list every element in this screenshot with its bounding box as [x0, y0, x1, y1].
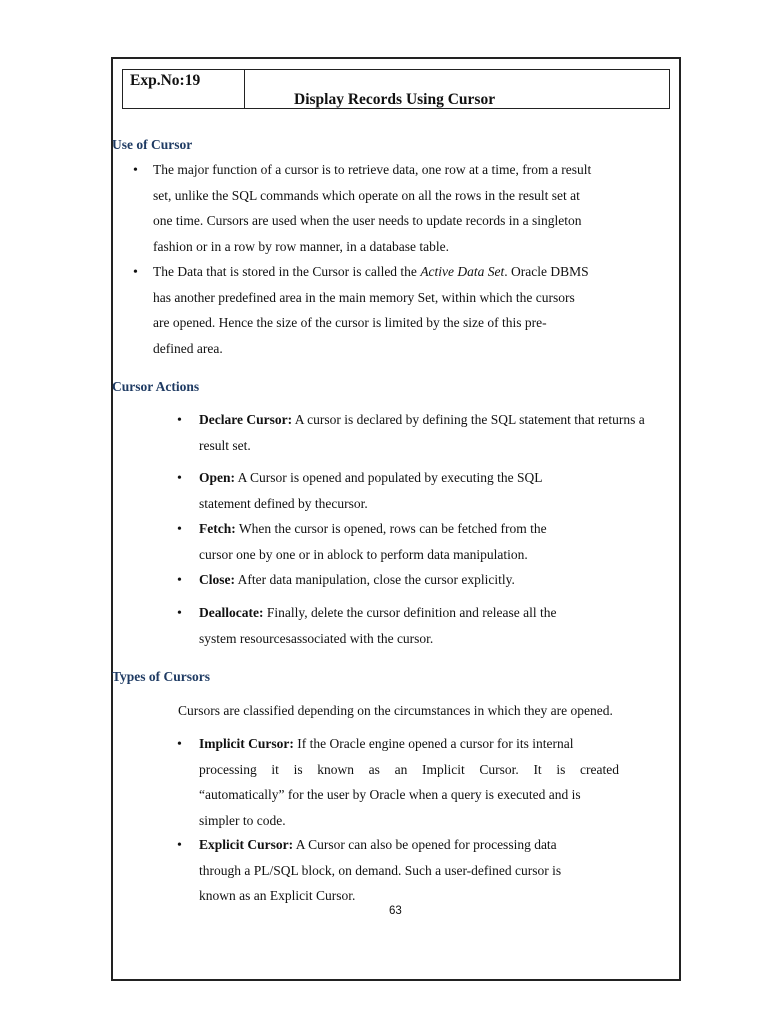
- text-line: defined area.: [153, 340, 223, 356]
- bullet-dot: •: [177, 838, 182, 853]
- action-item-close: [199, 567, 619, 593]
- bullet-dot: •: [133, 265, 138, 280]
- experiment-title: Display Records Using Cursor: [294, 91, 496, 108]
- text-line: “automatically” for the user by Oracle when a query is executed and is: [199, 787, 581, 802]
- text-line: Implicit Cursor: If the Oracle engine opened a cursor for its internal: [199, 736, 574, 751]
- term: Fetch:: [199, 521, 236, 536]
- text-line: Open: A Cursor is opened and populated by executing the SQL: [199, 470, 543, 485]
- text-line: one time. Cursors are used when the user needs to update records in a singleton: [153, 213, 582, 228]
- bullet-dot: •: [177, 522, 182, 537]
- type-item-explicit: [199, 832, 619, 909]
- experiment-number: Exp.No:19: [123, 70, 245, 108]
- emphasis-text: Active Data Set: [420, 264, 505, 279]
- bullet-dot: •: [177, 573, 182, 588]
- text-line: statement defined by thecursor.: [199, 495, 368, 511]
- text-line: Explicit Cursor: A Cursor can also be opened for processing data: [199, 837, 557, 852]
- text-line: system resourcesassociated with the cursor.: [199, 630, 434, 646]
- page-number: 63: [389, 905, 402, 917]
- bullet-dot: •: [133, 163, 138, 178]
- types-intro: Cursors are classified depending on the circumstances in which they are opened.: [178, 703, 613, 718]
- term: Close:: [199, 572, 235, 587]
- text-line: through a PL/SQL block, on demand. Such a user-defined cursor is: [199, 862, 562, 878]
- bullet-dot: •: [177, 606, 182, 621]
- text-line: The major function of a cursor is to retrieve data, one row at a time, from a result: [153, 162, 592, 177]
- text-line: simpler to code.: [199, 812, 286, 828]
- text-line: The Data that is stored in the Cursor is called the Active Data Set. Oracle DBMS: [153, 264, 589, 279]
- text-line: fashion or in a row by row manner, in a database table.: [153, 238, 449, 254]
- text-line: Deallocate: Finally, delete the cursor definition and release all the: [199, 605, 557, 620]
- bullet-dot: •: [177, 413, 182, 428]
- text-line: cursor one by one or in ablock to perform data manipulation.: [199, 546, 528, 562]
- text-line: set, unlike the SQL commands which operate on all the rows in the result set at: [153, 187, 580, 203]
- text-line: Close: After data manipulation, close the cursor explicitly.: [199, 572, 515, 587]
- action-item-open: [199, 465, 619, 516]
- term: Explicit Cursor:: [199, 837, 294, 852]
- experiment-header: [122, 69, 670, 109]
- type-item-implicit: [199, 731, 619, 833]
- text-line: has another predefined area in the main memory Set, within which the cursors: [153, 289, 575, 305]
- action-item-declare: [199, 407, 689, 458]
- section-heading-cursor-actions: Cursor Actions: [112, 379, 200, 394]
- action-item-fetch: [199, 516, 619, 567]
- bullet-paragraph-function: [153, 157, 619, 259]
- bullet-paragraph-active-data-set: [153, 259, 619, 361]
- bullet-dot: •: [177, 471, 182, 486]
- text-line: Fetch: When the cursor is opened, rows can be fetched from the: [199, 521, 547, 536]
- action-item-deallocate: [199, 600, 619, 651]
- text-line: are opened. Hence the size of the cursor is limited by the size of this pre-: [153, 315, 547, 330]
- text-line: Declare Cursor: A cursor is declared by defining the SQL statement that returns a: [199, 412, 645, 427]
- term: Implicit Cursor:: [199, 736, 294, 751]
- section-heading-types-of-cursors: Types of Cursors: [112, 669, 211, 684]
- term: Declare Cursor:: [199, 412, 293, 427]
- text-line: processing it is known as an Implicit Cursor. It is created: [199, 761, 619, 777]
- experiment-title-cell: [245, 70, 669, 108]
- term: Deallocate:: [199, 605, 264, 620]
- text-line: result set.: [199, 437, 251, 453]
- bullet-dot: •: [177, 737, 182, 752]
- text-line: known as an Explicit Cursor.: [199, 888, 356, 903]
- term: Open:: [199, 470, 236, 485]
- section-heading-use-of-cursor: Use of Cursor: [112, 137, 193, 152]
